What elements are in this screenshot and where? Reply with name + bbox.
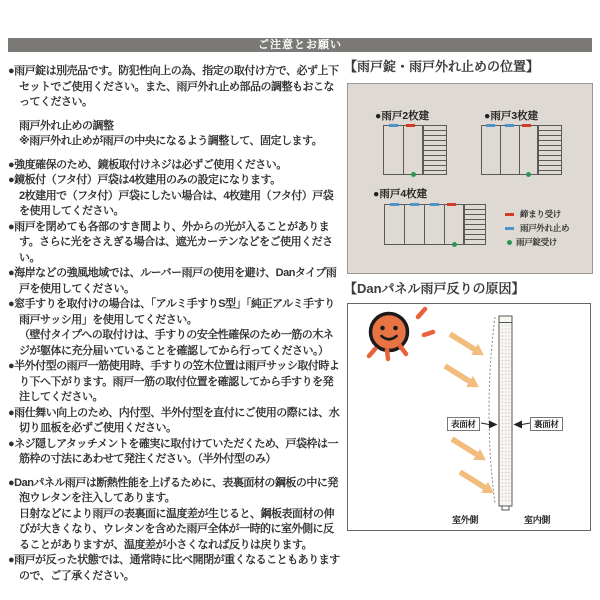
diagram-label: ●雨戸2枚建 <box>375 110 430 122</box>
legend-label: 締まり受け <box>520 209 562 219</box>
note-paragraph: ●海岸などの強風地域では、ルーバー雨戸の使用を避け、Danタイプ雨戸を使用してください。 <box>8 267 337 295</box>
note-paragraph: ●強度確保のため、鏡板取付けネジは必ずご使用ください。 <box>8 158 287 171</box>
shutter-diagram <box>384 204 486 245</box>
lock-marker <box>526 172 531 177</box>
right-column <box>344 59 594 531</box>
legend <box>505 207 569 249</box>
front-material-label: 表面材 <box>447 417 480 431</box>
outdoor-side-label: 室外側 <box>452 515 479 525</box>
note-paragraph: 雨戸外れ止めの調整 <box>19 119 114 132</box>
notice-header-bar: ご注意とお願い <box>8 38 592 52</box>
shutter-panel-graphic <box>489 316 512 510</box>
shutter-panels <box>481 125 538 175</box>
panel-divider <box>403 125 404 175</box>
shutter-diagram <box>383 125 447 175</box>
diagram-label: ●雨戸3枚建 <box>484 110 539 122</box>
warp-diagram-box <box>347 303 591 531</box>
shutter-box-hatch <box>423 125 447 175</box>
note-paragraph: ●鏡板付（フタ付）戸袋は4枚建用のみの設定になります。 2枚建用で（フタ付）戸袋にしたい場合は、4枚建用（フタ付）戸袋を使用してください。 <box>8 174 334 217</box>
latch-marker <box>447 203 456 206</box>
legend-item <box>505 221 569 235</box>
sunlight-arrow-icon <box>442 360 483 392</box>
back-material-label: 裏面材 <box>530 417 563 431</box>
legend-label: 雨戸外れ止め <box>520 223 570 233</box>
stopper-marker <box>486 124 495 127</box>
stopper-marker <box>389 124 398 127</box>
note-paragraph: ●雨仕舞い向上のため、内付型、半外付型を直付にご使用の際には、水切り皿板を必ずご使用ください。 <box>8 406 340 434</box>
note-paragraph: ●雨戸錠は別売品です。防犯性向上の為、指定の取付け方で、必ず上下セットでご使用ください。また、雨戸外れ止め部品の調整もおこなってください。 <box>8 65 339 108</box>
legend-item <box>505 235 569 249</box>
panel-divider <box>424 204 425 245</box>
legend-label: 雨戸錠受け <box>516 237 558 247</box>
panel-divider <box>444 204 445 245</box>
shutter-diagram <box>481 125 562 175</box>
position-diagram-box <box>347 83 593 274</box>
note-paragraph: ●Danパネル雨戸は断熱性能を上げるために、表裏面材の鋼板の中に発泡ウレタンを注入してあります。 日射などにより雨戸の表裏面に温度差が生じると、鋼板表面材の伸びが大きくなり、ウレタンを含めた雨戸全体が一時的に室外側に反ることがありますが、温度差が小さくなれば反りは戻ります。 <box>8 476 338 551</box>
note-paragraph: ●ネジ隠しアタッチメントを確実に取付けていただくため、戸袋枠は一筋枠の寸法にあわせて発注ください。（半外付型のみ） <box>8 437 338 465</box>
legend-item <box>505 207 569 221</box>
note-paragraph: ●雨戸が反った状態では、通常時に比べ開閉が重くなることもありますので、ご了承ください。 <box>8 554 340 582</box>
note-paragraph: ●窓手すりを取付けの場合は、「アルミ手すりS型」「純正アルミ手すり雨戸サッシ用」を使用してください。 （壁付タイプへの取付けは、手すりの安全性確保のため一筋の木ネジが躯体に充分届いていることを確認してから行ってください。） <box>8 298 335 357</box>
note-paragraph: ●雨戸を閉めても各部のすき間より、外からの光が入ることがあります。さらに光をさえぎる場合は、遮光カーテンなどをご使用ください。 <box>8 220 333 264</box>
lock-marker <box>507 240 512 245</box>
notes-column <box>8 64 340 584</box>
sun-icon <box>369 309 433 359</box>
note-paragraph: ●半外付型の雨戸一筋使用時、手すりの笠木位置は雨戸サッシ取付時より下へ下がります。雨戸一筋の取付位置を確認してから手すりを発注してください。 <box>8 360 340 403</box>
stopper-marker <box>505 124 514 127</box>
indoor-side-label: 室内側 <box>524 515 551 525</box>
sunlight-arrow-icon <box>457 466 498 498</box>
sunlight-arrow-icon <box>447 328 488 360</box>
panel-divider <box>500 125 501 175</box>
latch-marker <box>406 124 415 127</box>
lock-marker <box>452 242 457 247</box>
shutter-box-hatch <box>464 204 486 245</box>
note-paragraph: ※雨戸外れ止めが雨戸の中央になるよう調整して、固定します。 <box>19 135 323 147</box>
latch-marker <box>522 124 531 127</box>
lock-marker <box>411 172 416 177</box>
latch-marker <box>505 213 514 216</box>
section-title-warp: 【Danパネル雨戸反りの原因】 <box>344 281 525 296</box>
stopper-marker <box>410 203 419 206</box>
panel-divider <box>519 125 520 175</box>
stopper-marker <box>430 203 439 206</box>
shutter-box-hatch <box>538 125 562 175</box>
sunlight-arrow-icon <box>449 433 490 465</box>
diagram-label: ●雨戸4枚建 <box>373 188 428 200</box>
section-title-position: 【雨戸錠・雨戸外れ止めの位置】 <box>344 59 540 74</box>
panel-divider <box>404 204 405 245</box>
stopper-marker <box>505 227 514 230</box>
stopper-marker <box>390 203 399 206</box>
